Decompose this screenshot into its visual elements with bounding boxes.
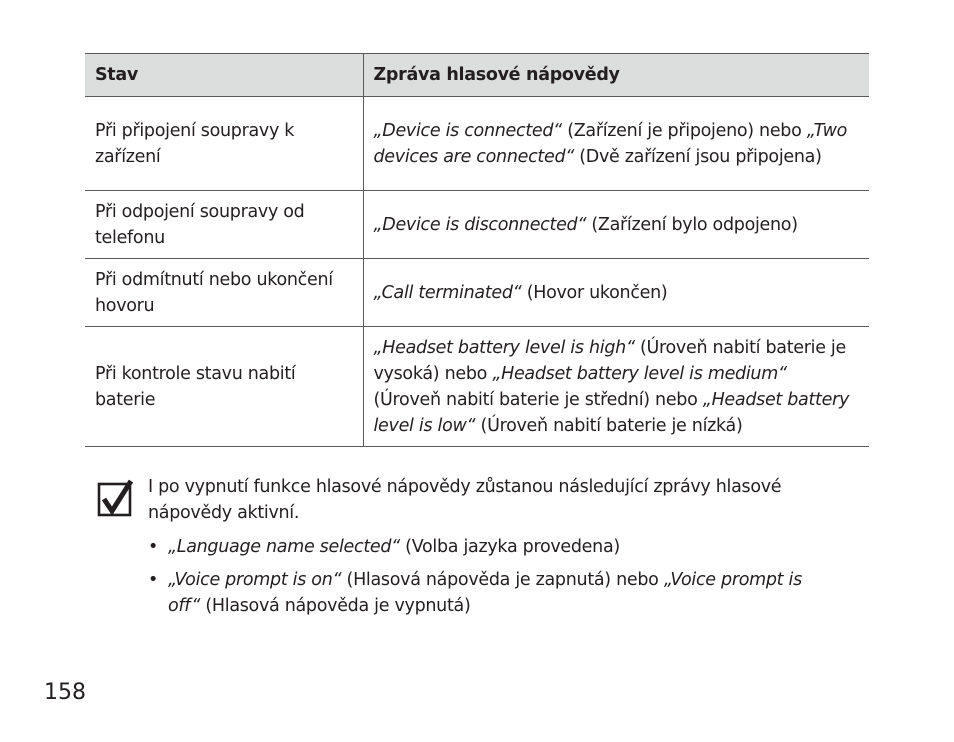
message-italic: „Call terminated“ [373,282,522,303]
message-italic: „Device is connected“ [373,120,562,141]
page-number: 158 [44,680,86,705]
voice-prompt-table [85,53,869,447]
table-row [85,97,869,191]
message-text: (Úroveň nabití baterie je vysoká) nebo [373,337,846,384]
note-bullet-list [148,534,838,626]
list-item [148,534,838,560]
message-cell [363,327,869,447]
message-italic: „Headset battery level is high“ [373,337,635,358]
bullet-italic: „Language name selected“ [168,537,400,557]
checkbox-check-icon [97,478,135,518]
message-text: (Zařízení je připojeno) nebo [561,120,807,141]
table-header-row [85,54,869,97]
status-cell: Při odpojení soupravy od telefonu [85,191,363,259]
table-row [85,327,869,447]
message-text: (Zařízení bylo odpojeno) [586,214,798,235]
table-row [85,191,869,259]
message-italic: „Device is disconnected“ [373,214,587,235]
column-header-status: Stav [85,54,363,97]
status-cell: Při kontrole stavu nabití baterie [85,327,363,447]
message-text: (Dvě zařízení jsou připojena) [574,146,822,167]
message-text: (Úroveň nabití baterie je nízká) [475,415,743,436]
message-cell [363,259,869,327]
status-cell: Při odmítnutí nebo ukončení hovoru [85,259,363,327]
note-text: I po vypnutí funkce hlasové nápovědy zůstanou následující zprávy hlasové nápovědy aktivní. [148,477,782,523]
bullet-text: (Hlasová nápověda je vypnutá) [200,596,471,616]
message-cell [363,191,869,259]
message-italic: „Two devices are connected“ [373,120,848,167]
bullet-italic: „Voice prompt is on“ [168,570,342,590]
bullet-marker: • [148,537,159,557]
bullet-text: (Volba jazyka provedena) [399,537,620,557]
message-cell [363,97,869,191]
status-cell: Při připojení soupravy k zařízení [85,97,363,191]
message-italic: „Headset battery level is low“ [373,389,850,436]
message-text: (Hovor ukončen) [521,282,668,303]
bullet-text: (Hlasová nápověda je zapnutá) nebo [341,570,664,590]
message-text: (Úroveň nabití baterie je střední) nebo [373,389,703,410]
column-header-message: Zpráva hlasové nápovědy [363,54,869,97]
bullet-marker: • [148,570,159,590]
bullet-italic: „Voice prompt is off“ [168,570,802,616]
list-item [148,567,838,619]
message-italic: „Headset battery level is medium“ [492,363,787,384]
table-row [85,259,869,327]
